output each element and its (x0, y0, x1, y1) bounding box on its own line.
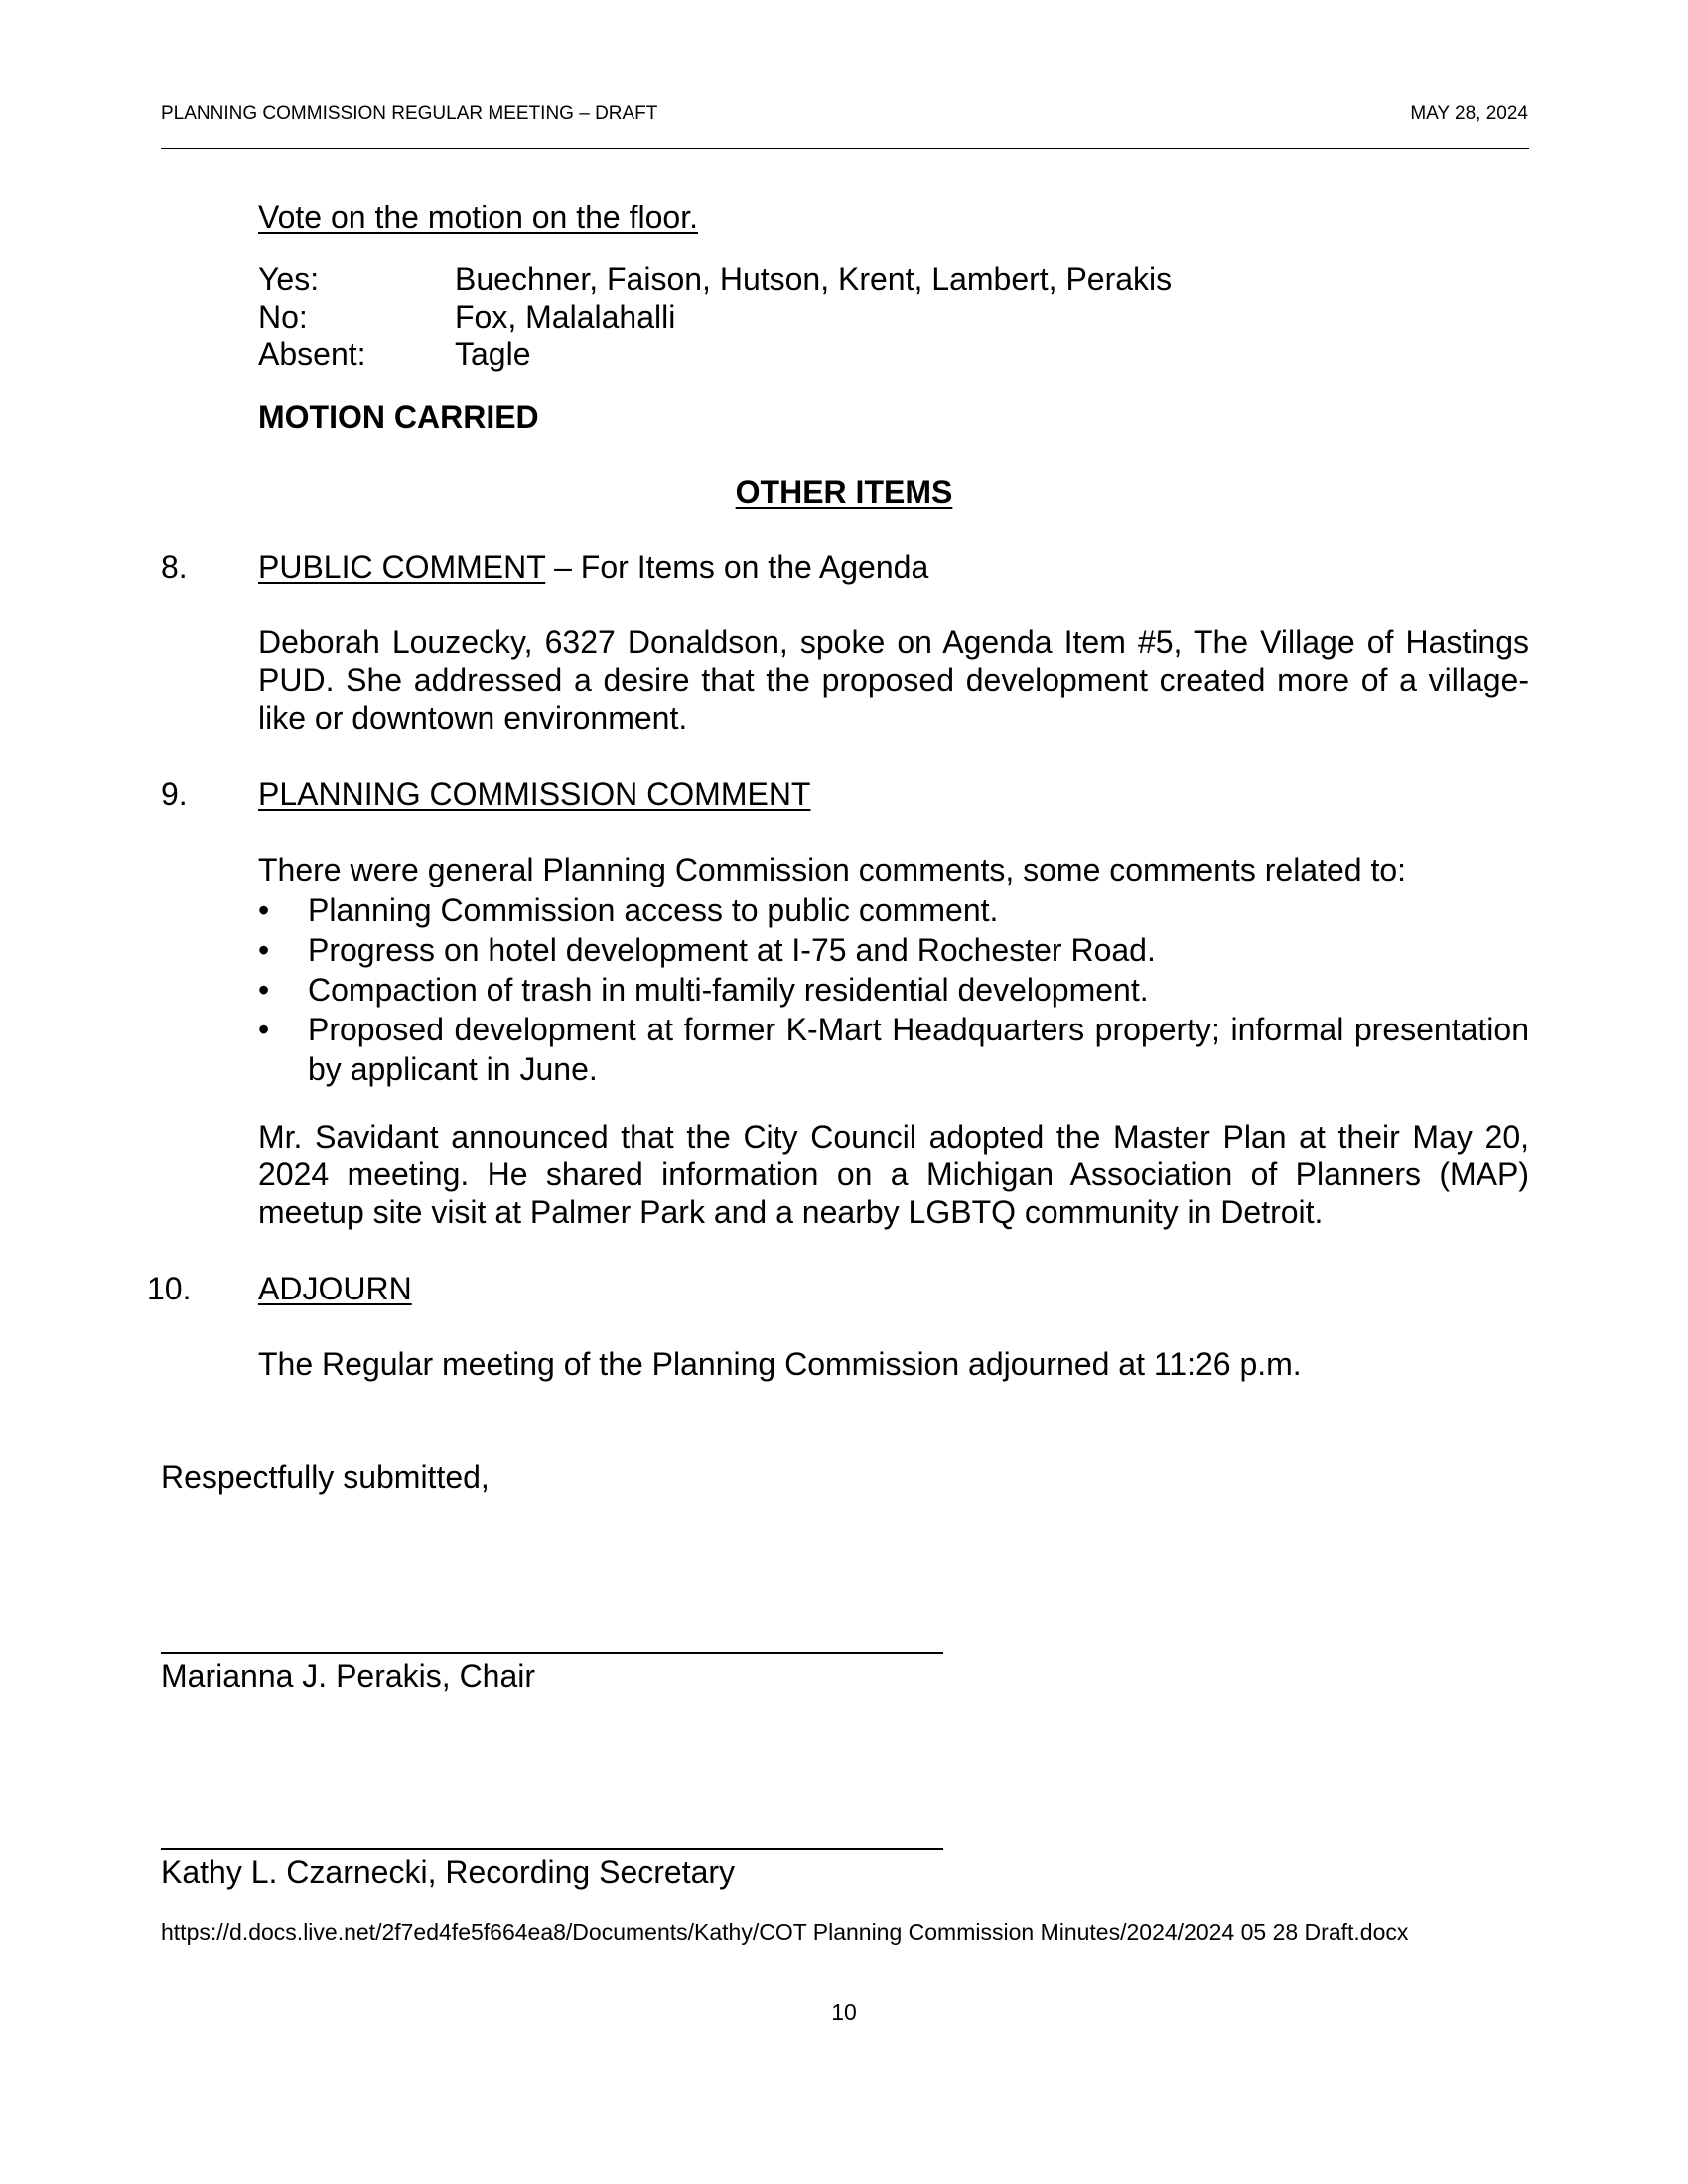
item-number-9: 9. (161, 776, 188, 812)
vote-absent-names: Tagle (455, 337, 531, 372)
item-title-planning-commission-comment: PLANNING COMMISSION COMMENT (258, 776, 811, 812)
header-date: MAY 28, 2024 (1410, 103, 1528, 124)
item-title-suffix: – For Items on the Agenda (545, 549, 929, 585)
list-item: • Proposed development at former K-Mart Headquarters property; informal presentation by applicant in June. (258, 1012, 1529, 1087)
bullet-icon: • (258, 932, 270, 968)
header-divider (161, 148, 1529, 149)
signature-name-secretary: Kathy L. Czarnecki, Recording Secretary (161, 1854, 736, 1890)
section-heading-other-items: OTHER ITEMS (735, 475, 953, 510)
item-number-8: 8. (161, 549, 188, 585)
vote-no-label: No: (258, 299, 308, 335)
footer-file-path: https://d.docs.live.net/2f7ed4fe5f664ea8/Documents/Kathy/COT Planning Commission Minutes/2024/2024 05 28 Draft.docx (161, 1919, 1409, 1945)
commission-comment-body: Mr. Savidant announced that the City Council adopted the Master Plan at their May 20, 2024 meeting. He shared information on a Michigan Association of Planners (MAP) meetup site visit at Palmer Park and a nearby LGBTQ community in Detroit. (258, 1119, 1529, 1230)
bullet-icon: • (258, 972, 270, 1008)
signature-line-secretary (161, 1848, 943, 1850)
page-number: 10 (831, 1999, 857, 2025)
list-item: • Compaction of trash in multi-family residential development. (258, 972, 1149, 1008)
closing-text: Respectfully submitted, (161, 1459, 490, 1495)
bullet-icon: • (258, 1012, 270, 1047)
header-title: PLANNING COMMISSION REGULAR MEETING – DRAFT (161, 103, 658, 124)
adjourn-body: The Regular meeting of the Planning Commission adjourned at 11:26 p.m. (258, 1346, 1302, 1382)
vote-title: Vote on the motion on the floor. (258, 200, 698, 235)
item-heading-public-comment (258, 548, 928, 586)
item-title-adjourn: ADJOURN (258, 1271, 412, 1306)
signature-line-chair (161, 1652, 943, 1654)
list-item: • Progress on hotel development at I-75 and Rochester Road. (258, 932, 1156, 968)
vote-yes-names: Buechner, Faison, Hutson, Krent, Lambert, Perakis (455, 261, 1173, 297)
motion-result: MOTION CARRIED (258, 399, 539, 435)
vote-yes-label: Yes: (258, 261, 320, 297)
bullet-icon: • (258, 892, 270, 928)
item-title-public-comment: PUBLIC COMMENT (258, 549, 546, 585)
list-item: • Planning Commission access to public comment. (258, 892, 999, 928)
item-number-10: 10. (147, 1271, 192, 1306)
public-comment-body: Deborah Louzecky, 6327 Donaldson, spoke on Agenda Item #5, The Village of Hastings PUD. She addressed a desire that the proposed development created more of a village-like or downtown environment. (258, 624, 1529, 736)
commission-comment-list (258, 890, 1529, 1089)
commission-comment-intro: There were general Planning Commission comments, some comments related to: (258, 852, 1407, 887)
signature-name-chair: Marianna J. Perakis, Chair (161, 1658, 536, 1694)
vote-no-names: Fox, Malalahalli (455, 299, 676, 335)
vote-absent-label: Absent: (258, 337, 366, 372)
